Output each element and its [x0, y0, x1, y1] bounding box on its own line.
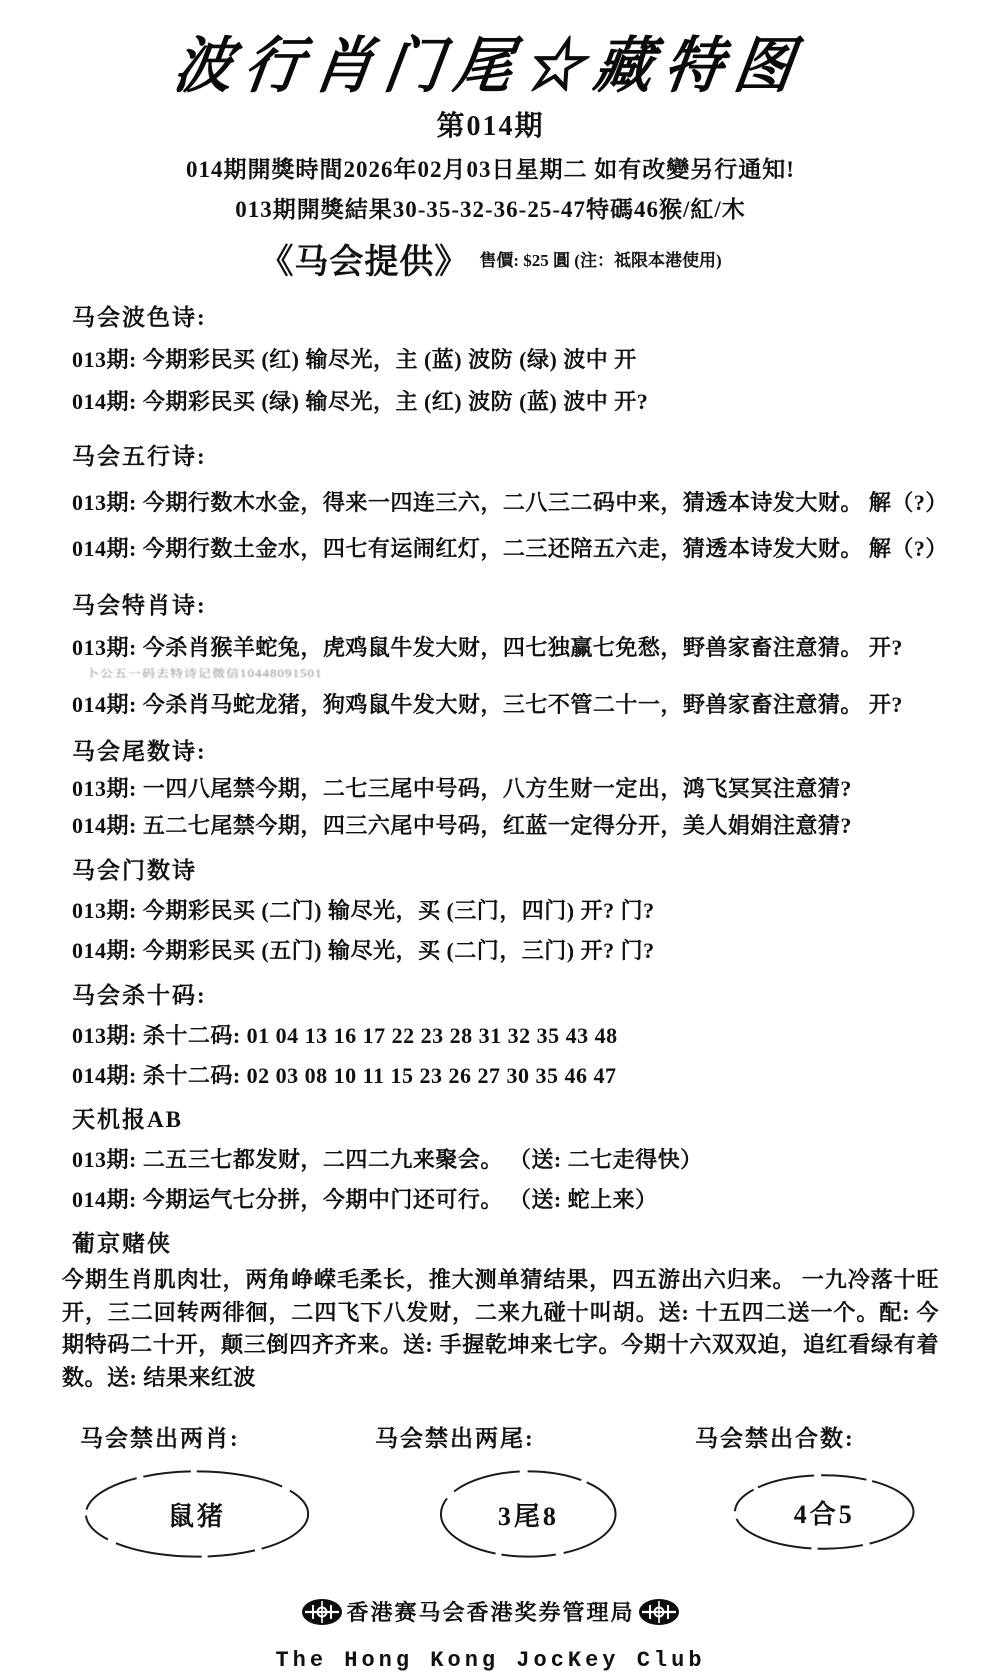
section-title: 马会门数诗 — [72, 858, 197, 883]
faint-watermark-text: 卜公五一码去特诗记微信10448091501 — [86, 666, 323, 680]
footer-org-cn: 香港赛马会香港奖券管理局 — [346, 1600, 635, 1626]
poem-line: 014期: 今期彩民买 (五门) 输尽光，买 (二门，三门) 开? 门? — [72, 938, 655, 963]
poem-line: 013期: 今期行数木水金，得来一四连三六，二八三二码中来，猜透本诗发大财。 解（?） — [72, 490, 948, 515]
footer-org-en: The Hong Kong JocKey Club — [275, 1647, 706, 1673]
poem-line: 013期: 今期彩民买 (二门) 输尽光，买 (三门，四门) 开? 门? — [72, 898, 655, 923]
hkjc-logo-icon — [637, 1597, 681, 1627]
section-wuxing-poem — [72, 438, 948, 563]
last-result-line: 013期開獎結果30-35-32-36-25-47特碼46猴/紅/木 — [235, 197, 746, 222]
poem-line: 014期: 今期彩民买 (绿) 输尽光，主 (红) 波防 (蓝) 波中 开? — [72, 389, 649, 414]
section-title: 天机报AB — [72, 1107, 183, 1132]
section-title: 马会特肖诗: — [72, 593, 207, 618]
ban-label-row — [80, 1420, 921, 1453]
poem-line: 013期: 今期彩民买 (红) 输尽光，主 (蓝) 波防 (绿) 波中 开 — [72, 347, 637, 372]
poem-line: 014期: 今杀肖马蛇龙猪，狗鸡鼠牛发大财，三七不管二十一，野兽家畜注意猜。 开? — [72, 692, 903, 717]
section-title: 马会尾数诗: — [72, 739, 207, 764]
poem-line: 014期: 今期行数土金水，四七有运闹红灯，二三还陪五六走，猜透本诗发大财。 解（?） — [72, 536, 948, 561]
ban-oval-zodiac — [78, 1467, 316, 1562]
section-title: 马会杀十码: — [72, 983, 207, 1008]
section-pujing-duxia — [62, 1225, 941, 1394]
ban-value-zodiac: 鼠猪 — [168, 1502, 227, 1532]
provider-label: 《马会提供》 — [259, 244, 470, 281]
ban-oval-row — [70, 1467, 921, 1562]
pujing-paragraph: 今期生肖肌肉壮，两角峥嵘毛柔长，推大测单猜结果，四五游出六归来。 一九冷落十旺开，三二回转两徘徊，二四飞下八发财，二来九碰十叫胡。送: 十五四二送一个。配: 今期特码二十开，颠三倒四齐齐来。送: 手握乾坤来七字。今期十六双双迫，追红看绿有着数。送: 结果来红波 — [62, 1267, 939, 1390]
provider-row — [0, 234, 981, 283]
ban-oval-sum — [728, 1471, 921, 1553]
footer-org-row — [300, 1596, 680, 1627]
section-title: 马会五行诗: — [72, 444, 207, 469]
section-weishu-poem — [72, 733, 941, 840]
section-tianji-ab — [72, 1101, 941, 1214]
draw-time-line: 014期開獎時間2026年02月03日星期二 如有改變另行通知! — [186, 157, 795, 182]
hkjc-logo-icon — [300, 1597, 344, 1627]
kill-codes-line: 013期: 杀十二码: 01 04 13 16 17 22 23 28 31 32 35 43 48 — [72, 1023, 618, 1048]
footer — [0, 1596, 981, 1673]
poem-line: 013期: 二五三七都发财，二四二九来聚会。 （送: 二七走得快） — [72, 1147, 703, 1172]
price-note: 售價: $25 圓 (注：祗限本港使用) — [479, 251, 722, 270]
ban-value-sum: 4合5 — [793, 1499, 855, 1529]
poem-line: 014期: 五二七尾禁今期，四三六尾中号码，红蓝一定得分开，美人娟娟注意猜? — [72, 813, 852, 838]
poem-line: 014期: 今期运气七分拼，今期中门还可行。 （送: 蛇上来） — [72, 1187, 658, 1212]
section-texiao-poem — [72, 587, 941, 719]
ban-label-zodiac: 马会禁出两肖: — [80, 1426, 240, 1452]
section-bose-poem — [72, 299, 941, 416]
ban-value-tail: 3尾8 — [497, 1502, 559, 1532]
ban-oval-tail — [434, 1467, 622, 1562]
poem-line: 013期: 一四八尾禁今期，二七三尾中号码，八方生财一定出，鸿飞冥冥注意猜? — [72, 776, 852, 801]
issue-number: 第014期 — [436, 111, 545, 142]
page-title: 波行肖门尾☆藏特图 — [169, 31, 810, 100]
section-menshu-poem — [72, 852, 941, 965]
poem-line: 013期: 今杀肖猴羊蛇兔，虎鸡鼠牛发大财，四七独赢七免愁，野兽家畜注意猜。 开? — [72, 635, 903, 660]
section-title: 马会波色诗: — [72, 305, 207, 330]
ban-label-sum: 马会禁出合数: — [695, 1426, 855, 1452]
section-title: 葡京赌侠 — [72, 1231, 172, 1256]
kill-codes-line: 014期: 杀十二码: 02 03 08 10 11 15 23 26 27 30 35 46 47 — [72, 1063, 617, 1088]
section-kill-codes — [72, 977, 941, 1090]
ban-label-tail: 马会禁出两尾: — [375, 1426, 535, 1452]
